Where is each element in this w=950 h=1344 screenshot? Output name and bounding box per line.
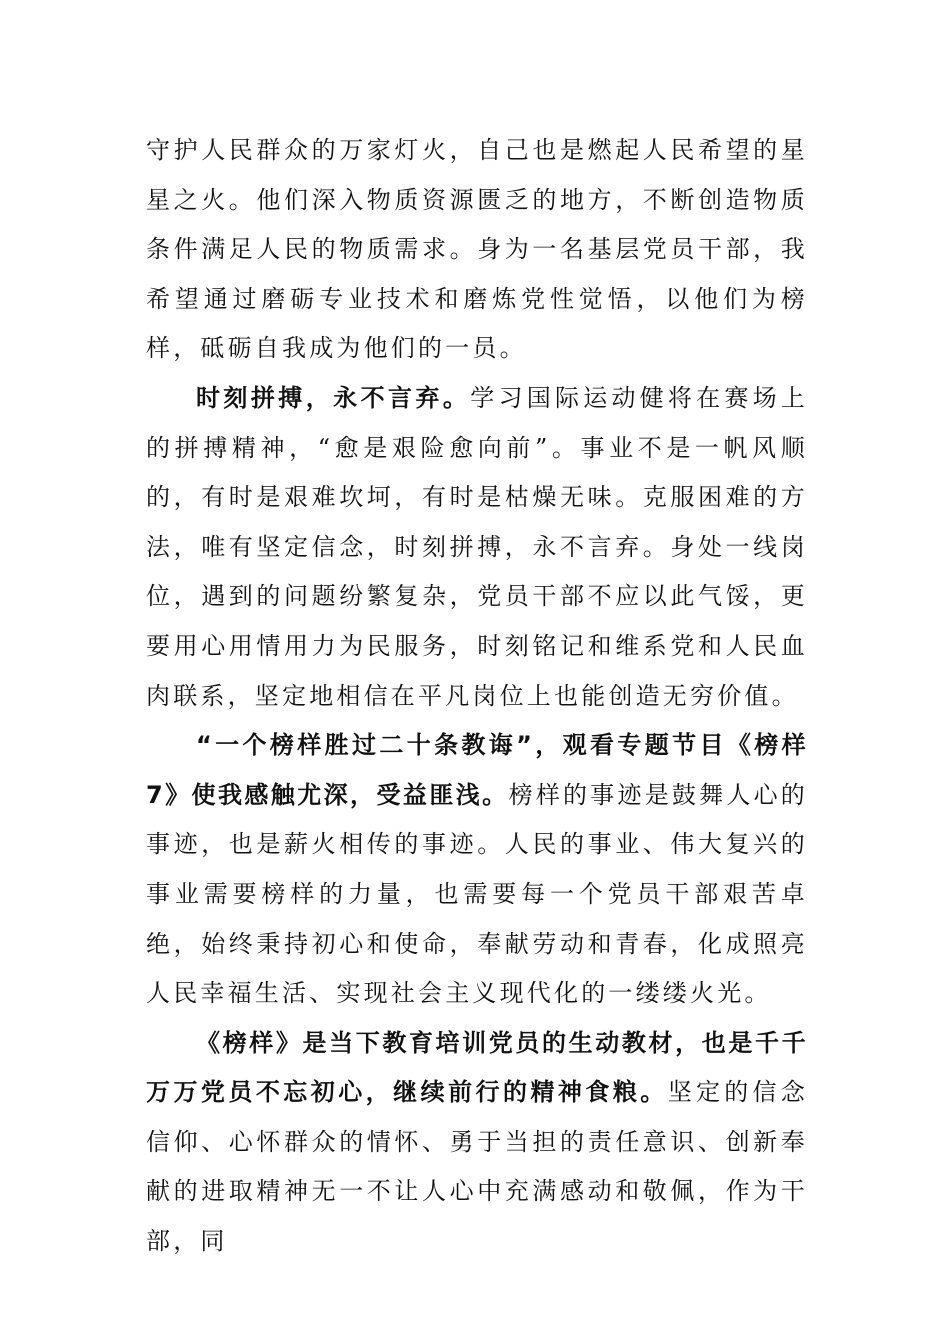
paragraph-3-text: 榜样的事迹是鼓舞人心的事迹，也是薪火相传的事迹。人民的事业、伟大复兴的事业需要榜样的力量，也需要每一个党员干部艰苦卓绝，始终秉持初心和使命，奉献劳动和青春，化成照亮人民幸福生活、实现社会主义现代化的一缕缕火光。 xyxy=(146,780,808,1008)
paragraph-2-lead: 时刻拼搏，永不言弃。 xyxy=(196,383,471,412)
paragraph-1 xyxy=(146,126,808,374)
paragraph-2 xyxy=(146,374,808,721)
paragraph-4 xyxy=(146,1019,808,1267)
document-body xyxy=(146,126,808,1267)
paragraph-4-lead: 《榜样》是当下教育培训党员的生动教材，也是千千万万党员不忘初心，继续前行的精神食粮。 xyxy=(146,1028,808,1107)
paragraph-1-text: 守护人民群众的万家灯火，自己也是燃起人民希望的星星之火。他们深入物质资源匮乏的地方，不断创造物质条件满足人民的物质需求。身为一名基层党员干部，我希望通过磨砺专业技术和磨炼党性觉悟，以他们为榜样，砥砺自我成为他们的一员。 xyxy=(146,136,808,363)
paragraph-2-text: 学习国际运动健将在赛场上的拼搏精神，“愈是艰险愈向前”。事业不是一帆风顺的，有时是艰难坎坷，有时是枯燥无味。克服困难的方法，唯有坚定信念，时刻拼搏，永不言弃。身处一线岗位，遇到的问题纷繁复杂，党员干部不应以此气馁，更要用心用情用力为民服务，时刻铭记和维系党和人民血肉联系，坚定地相信在平凡岗位上也能创造无穷价值。 xyxy=(146,383,809,710)
paragraph-3 xyxy=(146,721,808,1019)
paragraph-3-lead: “一个榜样胜过二十条教诲”，观看专题节目《榜样7》使我感触尤深，受益匪浅。 xyxy=(146,731,808,809)
paragraph-4-text: 坚定的信念信仰、心怀群众的情怀、勇于当担的责任意识、创新奉献的进取精神无一不让人心中充满感动和敬佩，作为干部，同 xyxy=(146,1078,808,1256)
